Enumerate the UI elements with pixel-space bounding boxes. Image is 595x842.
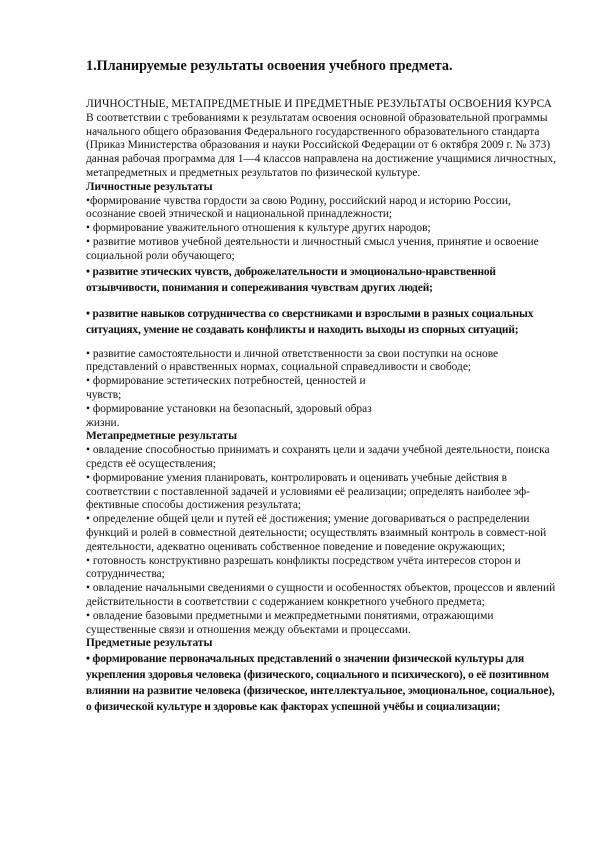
meta-item: • овладение базовыми предметными и межпредметными понятиями, отражающими существенные связи и отношения между объектами и процессами. bbox=[86, 609, 494, 636]
meta-item: • готовность конструктивно разрешать конфликты посредством учёта интересов сторон и сотрудничества; bbox=[86, 554, 521, 581]
personal-results-heading: Личностные результаты bbox=[86, 180, 213, 193]
personal-item: • формирование эстетических потребностей, ценностей и bbox=[86, 375, 366, 388]
subject-bold-item: • формирование первоначальных представлений о значении физической культуры для укрепления здоровья человека (физического, социального и психического), о её позитивном влиянии на развитие человека (физическое, интеллектуальное, эмоциональное, социальное), о физической культуре и здоровье как факторах успешной учёбы и социализации; bbox=[86, 653, 555, 714]
personal-bold-item: • развитие навыков сотрудничества со сверстниками и взрослыми в разных социальных ситуациях, умение не создавать конфликты и находить выходы из спорных ситуаций; bbox=[86, 307, 534, 336]
personal-item: • формирование уважительного отношения к культуре других народов; bbox=[86, 222, 431, 235]
personal-item: •формирование чувства гордости за свою Родину, российский народ и историю России, осознание своей этнической и национальной принадлежности; bbox=[86, 194, 511, 221]
personal-item: • развитие самостоятельности и личной ответственности за свои поступки на основе представлений о нравственных нормах, социальной справедливости и свободе; bbox=[86, 347, 499, 374]
meta-item: • овладение способностью принимать и сохранять цели и задачи учебной деятельности, поиска средств её осуществления; bbox=[86, 444, 550, 470]
page-title: 1.Планируемые результаты освоения учебного предмета. bbox=[86, 58, 453, 74]
section-caption: ЛИЧНОСТНЫЕ, МЕТАПРЕДМЕТНЫЕ И ПРЕДМЕТНЫЕ РЕЗУЛЬТАТЫ ОСВОЕНИЯ КУРСА bbox=[86, 98, 552, 110]
meta-item: • определение общей цели и путей её достижения; умение договариваться о распределении функций и ролей в совместной деятельности; осуществлять взаимный контроль в совмест-ной деятельности, адекватно оценивать собственное поведение и поведение окружающих; bbox=[86, 513, 547, 553]
personal-item: жизни. bbox=[86, 416, 120, 429]
meta-item: • формирование умения планировать, контролировать и оценивать учебные действия в соответствии с поставленной задачей и условиями её реализации; определять наиболее эф-фективные способы достижения результата; bbox=[86, 471, 530, 512]
meta-item: • овладение начальными сведениями о сущности и особенностях объектов, процессов и явлений действительности в соответствии с содержанием конкретного учебного предмета; bbox=[86, 582, 556, 608]
meta-results-heading: Метапредметные результаты bbox=[86, 430, 238, 443]
personal-item: • формирование установки на безопасный, здоровый образ bbox=[86, 402, 372, 415]
document-body bbox=[86, 98, 556, 715]
personal-bold-item: • развитие этических чувств, доброжелательности и эмоционально-нравственной отзывчивости, понимания и сопереживания чувствам других людей; bbox=[86, 265, 496, 294]
personal-item: чувств; bbox=[86, 388, 122, 401]
intro-paragraph: В соответствии с требованиями к результатам освоения основной образовательной программы начального общего образования Федерального государственного образовательного стандарта (Приказ Министерства образования и науки Российской Федерации от 6 октября 2009 г. № 373) данная рабочая программа для 1—4 классов направлена на достижение учащимися личностных, метапредметных и предметных результатов по физической культуре. bbox=[86, 111, 556, 179]
personal-item: • развитие мотивов учебной деятельности и личностный смысл учения, принятие и освоение социальной роли обучающего; bbox=[86, 235, 539, 262]
subject-results-heading: Предметные результаты bbox=[86, 637, 213, 650]
